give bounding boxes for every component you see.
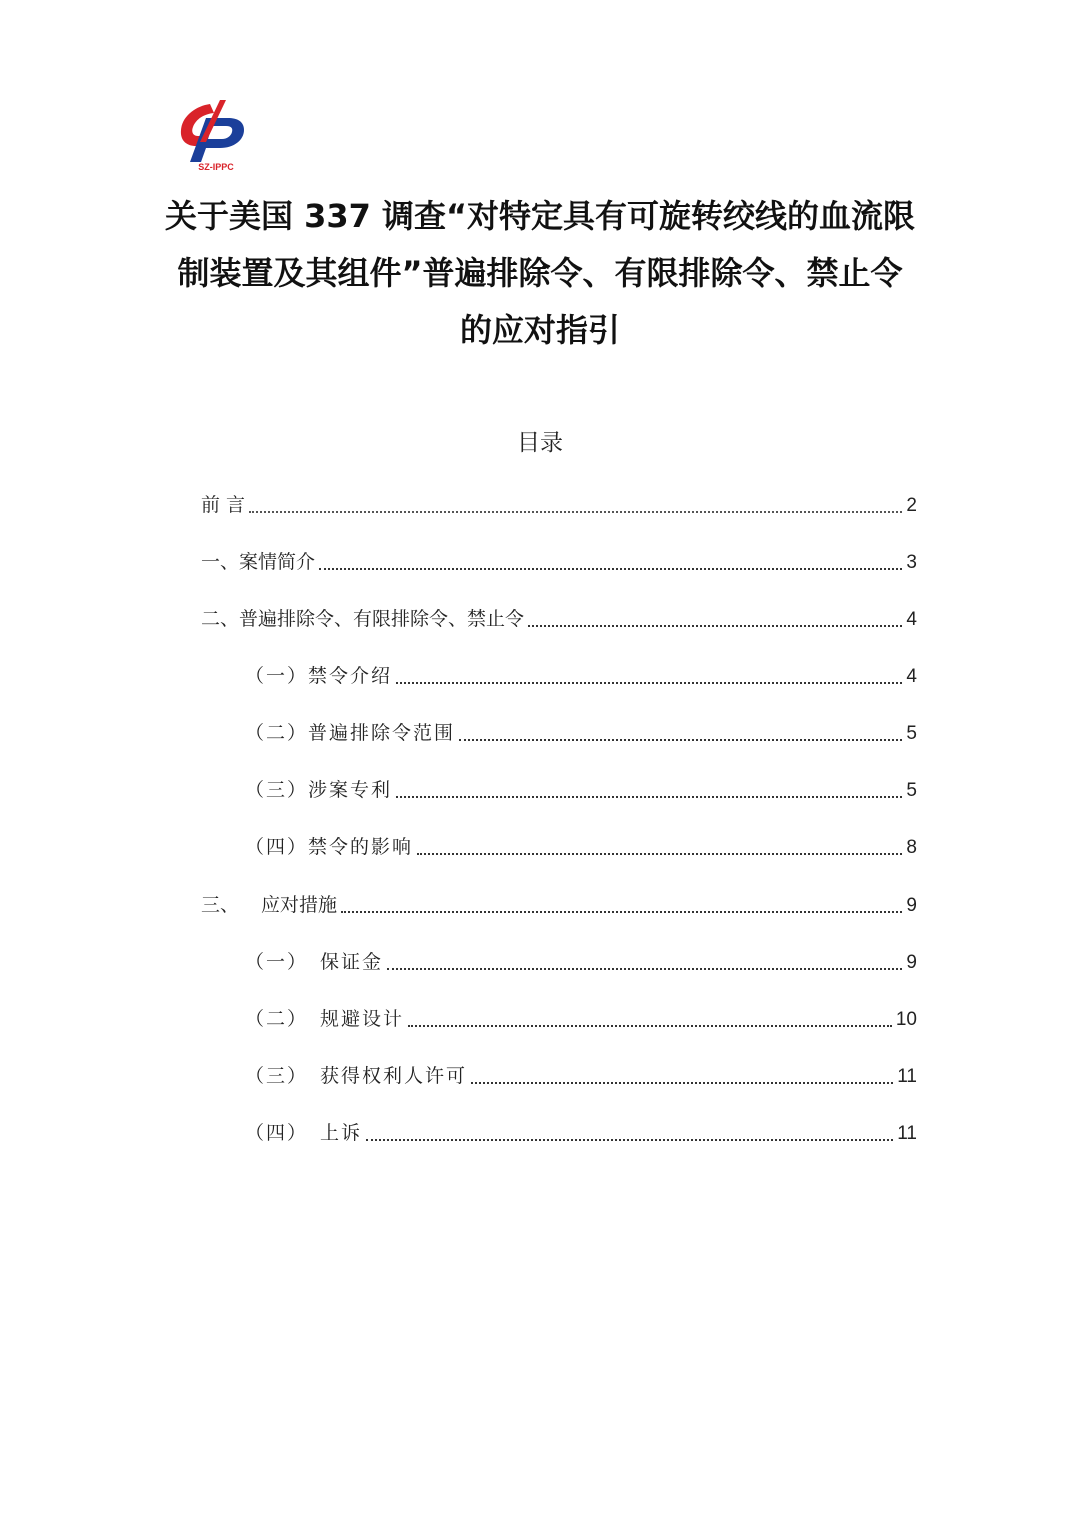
toc-entry-page: 9 (906, 895, 917, 916)
toc-leader (396, 796, 902, 798)
toc-entry-appeal[interactable] (245, 1118, 917, 1148)
toc-entry-label (245, 661, 392, 688)
toc-entry-number: （一） (245, 951, 309, 973)
toc-entry-text: 涉案专利 (308, 779, 393, 801)
toc-entry-label: 一、案情简介 (201, 551, 316, 573)
toc-entry-page: 11 (897, 1123, 917, 1144)
toc-entry-text: 规避设计 (320, 1008, 405, 1030)
toc-entry-page: 2 (906, 495, 917, 516)
toc-leader (366, 1139, 893, 1141)
toc-entry-geo-scope[interactable] (245, 718, 917, 748)
toc-entry-patents[interactable] (245, 775, 917, 805)
toc-entry-text: 上诉 (320, 1122, 363, 1144)
toc-entry-page: 4 (906, 666, 917, 687)
toc-leader (471, 1082, 893, 1084)
toc-entry-license[interactable] (245, 1061, 917, 1091)
toc-entry-label (245, 718, 455, 745)
toc-entry-text: 禁令介绍 (308, 665, 393, 687)
toc-entry-preface[interactable] (201, 490, 917, 520)
document-title (150, 188, 930, 359)
toc-leader (341, 911, 902, 913)
toc-entry-text: 应对措施 (261, 894, 338, 916)
toc-entry-label (245, 1118, 362, 1145)
toc-entry-page: 5 (906, 780, 917, 801)
toc-entry-page: 3 (906, 552, 917, 573)
toc-entry-text: 获得权利人许可 (320, 1065, 468, 1087)
toc-entry-number: （二） (245, 722, 309, 744)
toc-leader (408, 1025, 892, 1027)
toc-entry-number: （四） (245, 1122, 309, 1144)
toc-entry-order-intro[interactable] (245, 661, 917, 691)
toc-entry-number: （三） (245, 1065, 309, 1087)
toc-entry-label (245, 1061, 467, 1088)
toc-entry-label (245, 947, 383, 974)
toc-leader (459, 739, 902, 741)
toc-entry-page: 11 (897, 1066, 917, 1087)
toc-entry-number: （三） (245, 779, 309, 801)
toc-entry-design-around[interactable] (245, 1004, 917, 1034)
toc-entry-label: 前 言 (201, 494, 246, 516)
logo-text: SZ-IPPC (198, 162, 234, 172)
toc-entry-page: 10 (895, 1009, 917, 1030)
toc-leader (396, 682, 902, 684)
toc-entry-text: 禁令的影响 (308, 836, 414, 858)
toc-entry-label (201, 890, 337, 917)
toc-entry-bond[interactable] (245, 947, 917, 977)
toc-entry-page: 4 (906, 609, 917, 630)
toc-entry-label (245, 1004, 404, 1031)
toc-entry-label: 二、普遍排除令、有限排除令、禁止令 (201, 608, 525, 630)
toc-entry-number: （一） (245, 665, 309, 687)
toc-entry-page: 8 (906, 837, 917, 858)
toc-leader (249, 511, 902, 513)
toc-entry-text: 保证金 (320, 951, 384, 973)
toc-entry-measures[interactable] (201, 890, 917, 920)
toc-entry-number: 三、 (201, 894, 240, 916)
toc-leader (528, 625, 902, 627)
toc-entry-orders[interactable] (201, 604, 917, 634)
toc-entry-number: （四） (245, 836, 309, 858)
toc-entry-page: 9 (906, 952, 917, 973)
toc-heading: 目录 (517, 430, 563, 456)
toc-leader (387, 968, 902, 970)
toc-entry-text: 普遍排除令范围 (308, 722, 456, 744)
toc-entry-label (245, 775, 392, 802)
toc-entry-case-summary[interactable] (201, 547, 917, 577)
sz-ippc-logo (176, 98, 252, 172)
title-line-1: 关于美国 337 调查“对特定具有可旋转绞线的血流限 (164, 197, 916, 235)
toc-leader (417, 853, 902, 855)
title-line-2: 制装置及其组件”普遍排除令、有限排除令、禁止令 (177, 254, 903, 292)
toc-entry-label (245, 832, 413, 859)
title-line-3: 的应对指引 (459, 311, 620, 349)
toc-leader (319, 568, 902, 570)
toc-entry-impact[interactable] (245, 832, 917, 862)
toc-entry-page: 5 (906, 723, 917, 744)
toc-entry-number: （二） (245, 1008, 309, 1030)
